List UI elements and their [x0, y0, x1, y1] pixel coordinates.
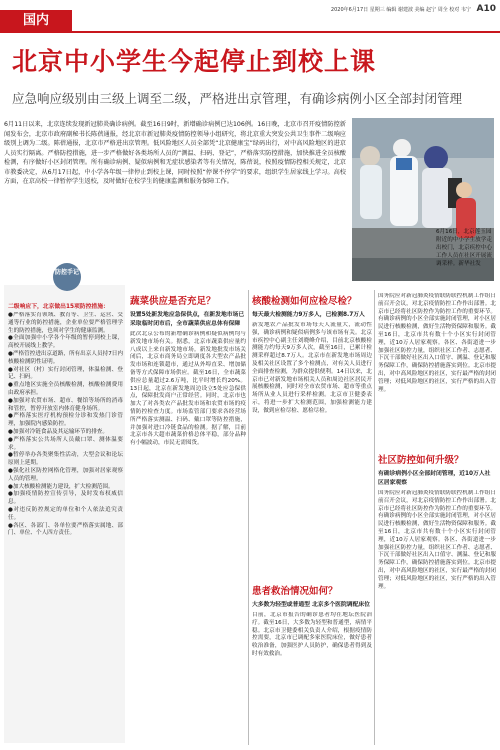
article-title: 蔬菜供应是否充足？ — [130, 296, 216, 307]
article-title: 核酸检测如何应检尽检？ — [252, 296, 357, 307]
sidebar-badge: 防控手记 — [53, 263, 81, 291]
dateline-text: 2020年6月17日 星期三 编辑 谢建波 美编 赵宁 周全 校对 韦宁 — [330, 7, 471, 13]
lead-paragraph: 6月11日以来，北京连续发现新冠肺炎确诊病例。截至16日9时，新增确诊病例已达106例。16日晚，北京市召开疫情防控新闻发布会，北京市政府副秘书长陈蓓通报，经北京市新冠肺炎疫情防控领导小组研究，将北京重大突发公共卫生事件二级响应级别上调为二级。陈蓓通报，北京市严格进出京管理。低风险地区人员全部凭“北京健康宝”绿码出行，对中高风险地区的进京人员实行隔离。严格防控措施，进一步严格做好各类场所人员的“测温、扫码、登记”，严格落实防控措施，加快推进全员核酸检测，有序做好小区封闭管理。所有确诊病例、疑似病例和无症状感染者等有关情况，陈蓓说，按照疫情防控相关规定，北京市教委决定，从6月17日起，中小学各年级一律停止到校上课，同时按照“停课不停学”的要求，组织学生居家线上学习。高校方面，在京高校一律暂停学生返校，及时做好在校学生的健康监测和服务保障工作。 — [4, 121, 346, 185]
list-item: ●暂停举办各类聚集性活动，大型会议和论坛原则上延期。 — [8, 452, 123, 467]
list-item: ●加强对冷链食品及其运输环节的排查。 — [8, 428, 108, 435]
subhead: 应急响应级别由三级上调至二级，严格进出京管理，有确诊病例小区全部封闭管理 — [12, 91, 463, 106]
list-item: ●加强对农贸市场、超市、餐馆等场所的消毒和管控，暂停开放室内体育健身场所。 — [8, 397, 123, 412]
article-body: 此次北京公布的新增确诊病例和疑似病例均与新发地市场有关。据悉，北京市蔬菜供应量约八成以上来自新发地市场。新发地批发市场关闭后，北京市商务局立即调度各大型农产品批发市场和连锁超市，通过从外埠直采、增加储备等方式保障市场供应。截至16日，全市蔬菜供应总量超过2.6万吨，比平时增长约20%。13日起，北京在新发地周边设立5处应急保供点，保障批发商户正常经营。同时，北京市也加大了对各类农产品批发市场和农贸市场的疫情防控检查力度。市场监管部门要求各经营场所严格落实测温、扫码、戴口罩等防控措施，并加强对进口冷链食品的检测。据了解，目前北京市各大超市蔬菜价格总体平稳，部分品种有小幅波动，市民无需囤货。 — [130, 331, 246, 447]
article-patients — [252, 583, 372, 747]
article-title: 社区防控如何升级？ — [378, 455, 464, 466]
list-item: ●全面加强中小学各个年级的暂停到校上课，高校开展线上教学。 — [8, 335, 123, 350]
sidebar-list — [8, 312, 123, 742]
article-body: 目前，北京市报告的确诊患者均在地坛医院治疗。截至16日，大多数为轻型和普通型，病情平稳。北京市卫健委相关负责人介绍，根据疫情防控需要，北京市已调配多家医院床位，做好患者收治准备，加强医护人员防护，确保患者得到及时有效救治。 — [252, 612, 372, 657]
list-item: ●加大核酸检测能力建设，扩大检测范围。 — [8, 483, 114, 490]
photo-caption: 6月16日，北京莲玉园附近的中小学生放学走出校门，北京疾控中心工作人员在社区开展流调采样。新华社发 — [436, 229, 492, 267]
article-subtitle: 有确诊病例小区全部封闭管理，近10万人社区居家观察 — [378, 471, 491, 486]
article-body: 国务院应对新冠肺炎疫情联防联控机制工作组日前召开会议，对北京疫情防控工作作出部署。北京市已经将社区防控作为防控工作的重要环节。有确诊病例的小区全部实施封闭管理，对小区居民进行核酸检测，做好生活物资保障和服务。截至16日，北京市共有数十个小区实行封闭管理，近10万人居家观察。各区、各街道进一步加强社区防控力量，组织社区工作者、志愿者、下沉干部做好社区出入口值守、测温、登记和服务保障工作，确保防控措施落实到位。北京市提出，对中高风险地区的社区，实行最严格的封闭管理；对低风险地区的社区，实行严格的出入管理。 — [378, 293, 496, 393]
list-item: ●严格落实医疗机构预检分诊和发热门诊管理，加强院内感染防控。 — [8, 413, 123, 428]
article-subtitle: 大多数为轻型或普通型 北京多个医院调配床位 — [252, 602, 370, 608]
headline: 北京中小学生今起停止到校上课 — [12, 47, 377, 76]
article-testing — [252, 293, 372, 577]
list-item: ●重点地区实施全员核酸检测，核酸检测费用由政府承担。 — [8, 382, 123, 396]
page-number: A10 — [476, 4, 496, 14]
sidebar-title: 二级响应下，北京做出15项防控措施： — [8, 304, 109, 310]
article-body: 国务院应对新冠肺炎疫情联防联控机制工作组日前召开会议，对北京疫情防控工作作出部署。北京市已经将社区防控作为防控工作的重要环节。有确诊病例的小区全部实施封闭管理，对小区居民进行核酸检测，做好生活物资保障和服务。截至16日，北京市共有数十个小区实行封闭管理，近10万人居家观察。各区、各街道进一步加强社区防控力量，组织社区工作者、志愿者、下沉干部做好社区出入口值守、测温、登记和服务保障工作，确保防控措施落实到位。北京市提出，对中高风险地区的社区，实行最严格的封闭管理；对低风险地区的社区，实行严格的出入管理。 — [378, 490, 496, 590]
article-body: 新发地农产品批发市场每天人流量大，流动性强，确诊病例和疑似病例多与该市场有关。北京市疾控中心副主任刘晓峰介绍，目前北京核酸检测能力约每天9万多人次，截至16日，已累计检测采样超过8.7万人。北京市在新发地市场周边及相关社区设置了多个检测点，对有关人员进行全面排查检测，为群众提供便利。14日以来，北京市已对新发地市场相关人员和周边社区居民开展核酸检测，同时对全市农贸市场、超市等重点场所从业人员进行采样检测。北京市卫健委表示，将进一步扩大检测范围，加强检测能力建设，做到应检尽检、愿检尽检。 — [252, 322, 372, 414]
list-item: ●各区、各部门、各单位要严格落实属地、部门、单位、个人四方责任。 — [8, 522, 123, 537]
list-item: ●强化社区防控网格化管理，加强对居家观察人员的管理。 — [8, 467, 123, 482]
list-item: ●对违反防控规定的单位和个人依法追究责任。 — [8, 506, 123, 521]
article-community-intro — [378, 293, 496, 448]
dateline — [331, 4, 496, 14]
list-item: ●对社区（村）实行封闭管理，体温检测、登记、扫码。 — [8, 366, 123, 381]
column-divider — [248, 290, 249, 745]
list-item: ●严格管控进出京道路，所有出京人员持7日内核酸检测阴性证明。 — [8, 350, 123, 365]
list-item: ●严格落实育领域、教育等、卫生、运营、交通等行业的防控措施，企业单位要严格管理学生的防控措施，也须对学生的健康监测。 — [8, 312, 123, 334]
article-community — [378, 452, 496, 745]
article-subtitle: 设置5处新发地应急保供点，在新发地市场已采取临时闭市后，全市蔬菜供应总体有保障 — [130, 312, 245, 327]
section-tag: 国内 — [0, 10, 72, 32]
article-title: 患者救治情况如何？ — [252, 586, 338, 597]
list-item: ●严格落实公共场所人员戴口罩、测体温要求。 — [8, 436, 123, 451]
column-divider — [374, 290, 375, 745]
list-item: ●加强疫情防控宣传引导，及时发布权威信息。 — [8, 491, 123, 506]
article-subtitle: 每天最大检测能力9万多人，已检测8.7万人 — [252, 312, 365, 318]
header-rule — [0, 31, 500, 33]
article-supply — [130, 293, 246, 746]
